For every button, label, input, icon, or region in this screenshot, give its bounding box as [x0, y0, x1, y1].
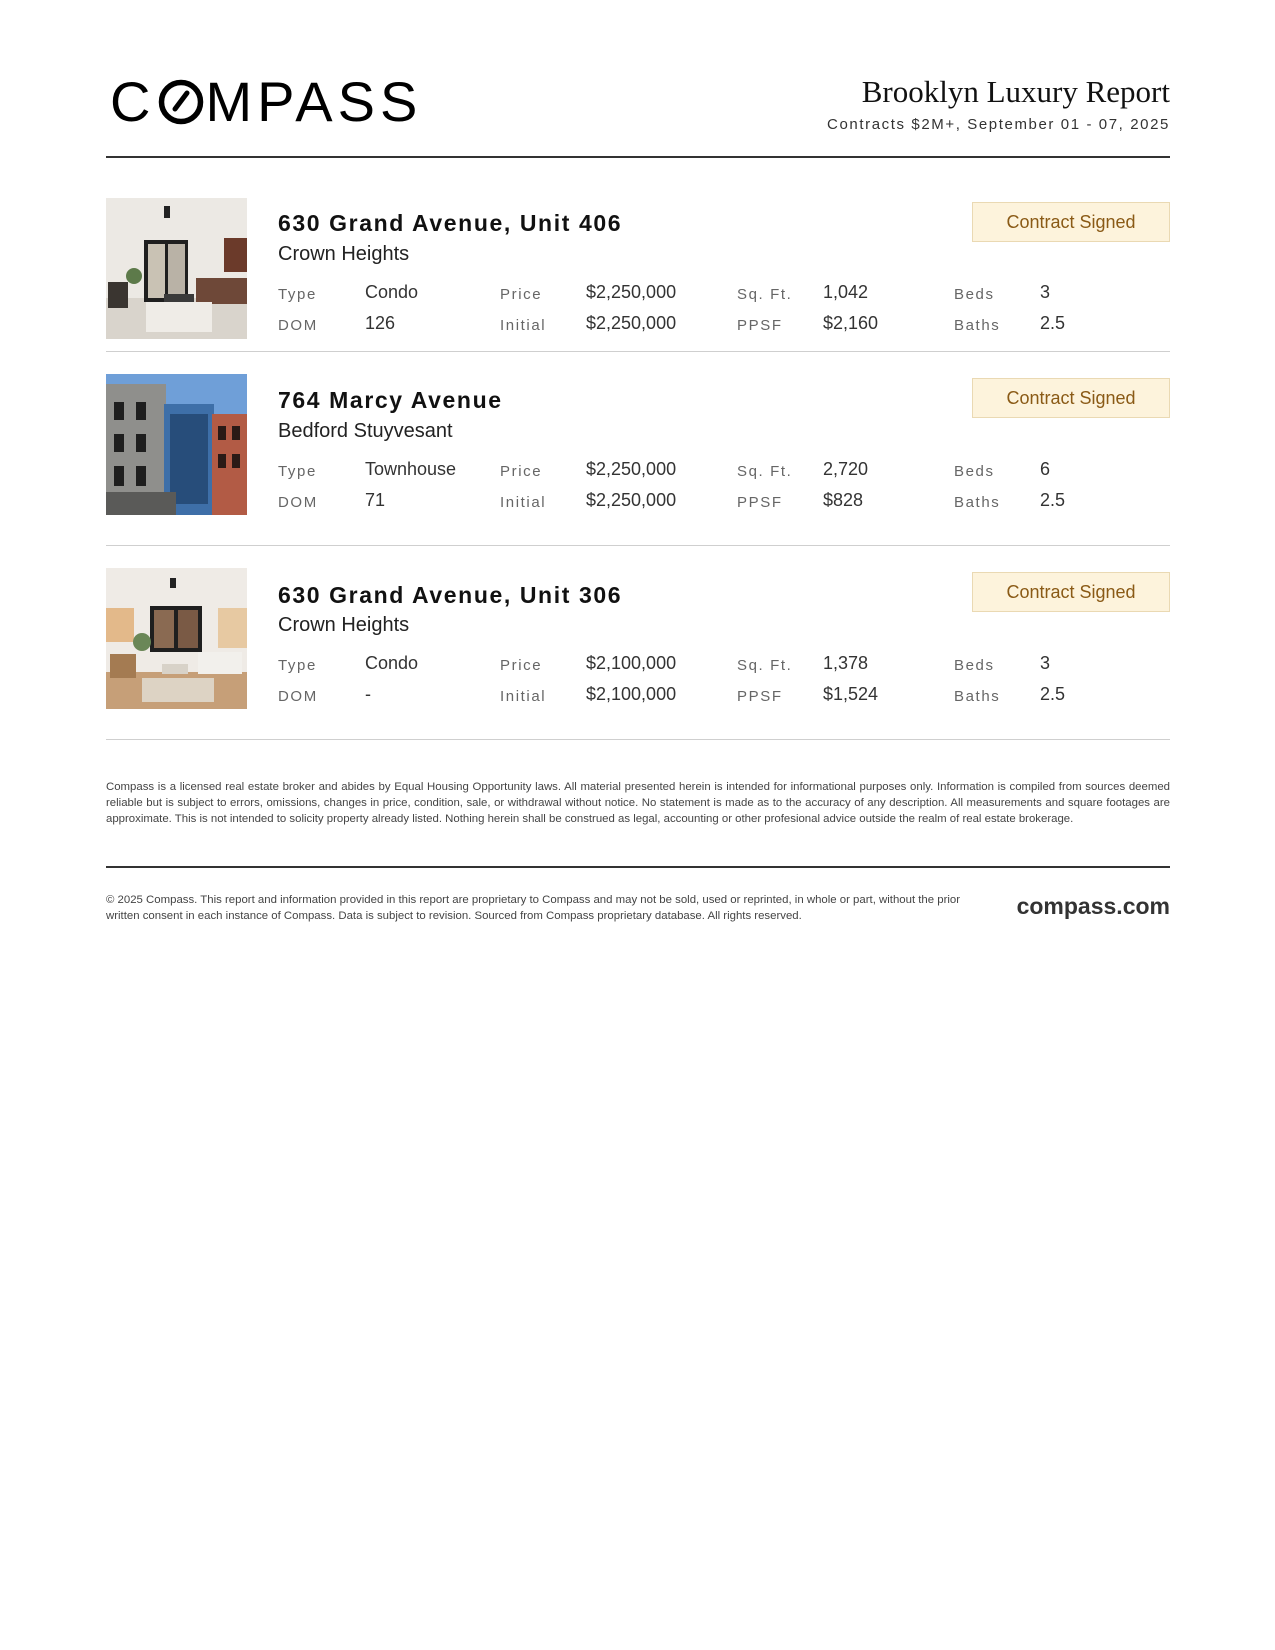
- townhouse-photo-icon: [106, 374, 247, 515]
- sqft-label: Sq. Ft.: [737, 286, 793, 303]
- listing-row: [106, 158, 1170, 352]
- report-subtitle: Contracts $2M+, September 01 - 07, 2025: [827, 116, 1170, 133]
- price-label: Price: [500, 657, 543, 674]
- type-value: Condo: [365, 653, 419, 673]
- listing-photo: [106, 374, 247, 515]
- sqft-value: 1,042: [823, 282, 869, 302]
- dom-value: -: [365, 684, 371, 704]
- listing-neighborhood: Bedford Stuyvesant: [278, 420, 453, 442]
- logo-letter-c: C: [110, 70, 156, 133]
- type-value: Condo: [365, 282, 419, 302]
- logo-letters-mpass: MPASS: [205, 70, 423, 133]
- interior-photo-icon: [106, 568, 247, 709]
- copyright-notice: © 2025 Compass. This report and information provided in this report are proprietary to Compass and may not be sold, used or reprinted, in whole or part, without the prior written consent in each instance of Compass. Data is subject to revision. Sourced from Compass proprietary database. All rights reserved.: [106, 894, 961, 922]
- baths-value: 2.5: [1040, 490, 1066, 510]
- ppsf-value: $2,160: [823, 313, 879, 333]
- sqft-label: Sq. Ft.: [737, 657, 793, 674]
- beds-value: 3: [1040, 282, 1051, 302]
- sqft-label: Sq. Ft.: [737, 463, 793, 480]
- initial-value: $2,100,000: [586, 684, 677, 704]
- status-badge: Contract Signed: [972, 378, 1170, 418]
- baths-label: Baths: [954, 494, 1001, 511]
- type-label: Type: [278, 463, 317, 480]
- price-value: $2,100,000: [586, 653, 677, 673]
- report-page: [106, 0, 1170, 922]
- type-label: Type: [278, 286, 317, 303]
- compass-logo: [110, 70, 423, 133]
- price-value: $2,250,000: [586, 459, 677, 479]
- ppsf-label: PPSF: [737, 688, 783, 705]
- initial-label: Initial: [500, 688, 547, 705]
- type-label: Type: [278, 657, 317, 674]
- dom-value: 126: [365, 313, 396, 333]
- price-label: Price: [500, 286, 543, 303]
- listing-photo: [106, 568, 247, 709]
- price-label: Price: [500, 463, 543, 480]
- legal-disclaimer: Compass is a licensed real estate broker and abides by Equal Housing Opportunity laws. All material presented herein is intended for informational purposes only. Information is compiled from sources deemed reliable but is subject to errors, omissions, changes in price, condition, sale, or withdrawal without notice. No statement is made as to the accuracy of any description. All measurements and square footages are approximate. This is not intended to solicity property already listed. Nothing herein shall be construed as legal, accounting or other profesional advice outside the realm of real estate brokerage.: [106, 781, 1170, 825]
- footer-divider: [106, 866, 1170, 868]
- ppsf-label: PPSF: [737, 317, 783, 334]
- baths-value: 2.5: [1040, 313, 1066, 333]
- initial-value: $2,250,000: [586, 313, 677, 333]
- ppsf-label: PPSF: [737, 494, 783, 511]
- status-badge: Contract Signed: [972, 572, 1170, 612]
- dom-value: 71: [365, 490, 386, 510]
- listing-row: [106, 352, 1170, 546]
- beds-value: 3: [1040, 653, 1051, 673]
- baths-value: 2.5: [1040, 684, 1066, 704]
- beds-label: Beds: [954, 657, 995, 674]
- type-value: Townhouse: [365, 459, 457, 479]
- dom-label: DOM: [278, 494, 318, 511]
- listing-photo: [106, 198, 247, 339]
- price-value: $2,250,000: [586, 282, 677, 302]
- beds-label: Beds: [954, 286, 995, 303]
- ppsf-value: $1,524: [823, 684, 879, 704]
- site-link[interactable]: compass.com: [1016, 893, 1170, 919]
- baths-label: Baths: [954, 317, 1001, 334]
- baths-label: Baths: [954, 688, 1001, 705]
- beds-label: Beds: [954, 463, 995, 480]
- report-header: [106, 0, 1170, 158]
- listing-address[interactable]: 630 Grand Avenue, Unit 406: [278, 210, 623, 236]
- listing-address[interactable]: 764 Marcy Avenue: [278, 387, 503, 413]
- initial-value: $2,250,000: [586, 490, 677, 510]
- listing-address[interactable]: 630 Grand Avenue, Unit 306: [278, 582, 623, 608]
- living-room-photo-icon: [106, 198, 247, 339]
- status-badge: Contract Signed: [972, 202, 1170, 242]
- report-title: Brooklyn Luxury Report: [861, 74, 1170, 109]
- dom-label: DOM: [278, 317, 318, 334]
- compass-o-icon: [158, 79, 204, 125]
- dom-label: DOM: [278, 688, 318, 705]
- sqft-value: 1,378: [823, 653, 869, 673]
- initial-label: Initial: [500, 494, 547, 511]
- listing-neighborhood: Crown Heights: [278, 243, 410, 265]
- sqft-value: 2,720: [823, 459, 869, 479]
- ppsf-value: $828: [823, 490, 864, 510]
- beds-value: 6: [1040, 459, 1051, 479]
- listing-row: [106, 546, 1170, 740]
- listing-neighborhood: Crown Heights: [278, 614, 410, 636]
- initial-label: Initial: [500, 317, 547, 334]
